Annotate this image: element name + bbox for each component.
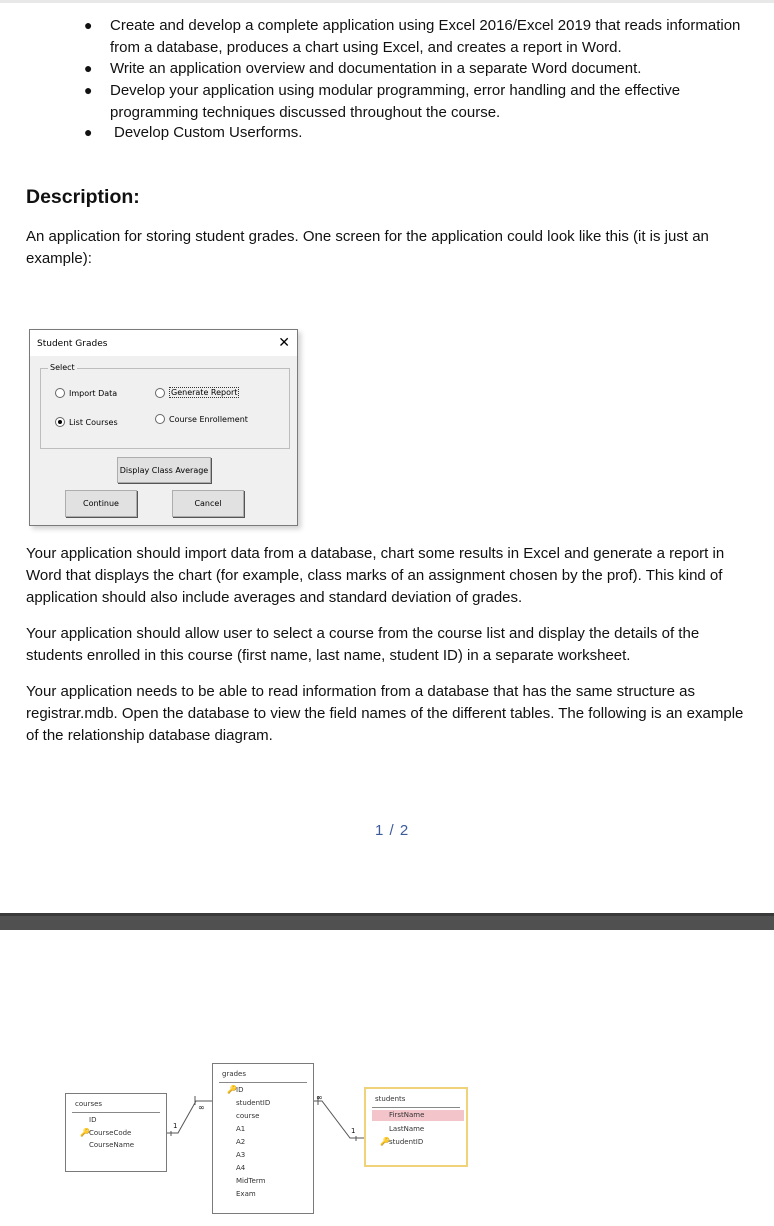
table-divider	[72, 1112, 160, 1113]
cardinality-one: 1	[351, 1127, 356, 1135]
section-heading: Description:	[26, 186, 140, 208]
dialog-title-bar	[30, 330, 297, 356]
table-field: 🔑 ID	[227, 1085, 244, 1094]
relationship-lines	[0, 930, 774, 1226]
continue-button[interactable]: Continue	[65, 490, 137, 517]
page-separator-edge	[0, 913, 774, 916]
table-field: 🔑 CourseCode	[80, 1128, 132, 1137]
table-field: A2	[236, 1138, 246, 1146]
option-label: List Courses	[69, 417, 118, 427]
table-divider	[219, 1082, 307, 1083]
intro-paragraph: An application for storing student grades. One screen for the application could look like this (it is just an example):	[26, 228, 709, 267]
table-field: Exam	[236, 1190, 256, 1198]
radio-icon	[155, 388, 165, 398]
grades-table	[212, 1063, 314, 1214]
page-indicator: 1 / 2	[375, 822, 410, 839]
bullet-dot: ●	[84, 60, 93, 76]
list-courses-option[interactable]	[55, 417, 118, 427]
table-field: 🔑 studentID	[380, 1137, 424, 1146]
document-page-2	[0, 930, 774, 1226]
paragraph-database: Your application needs to be able to read information from a database that has the same structure as registrar.mdb. Open the database to view the field names of the different tables. The following is an example of the relationship database diagram.	[26, 683, 744, 744]
courses-table	[65, 1093, 167, 1172]
table-field: MidTerm	[236, 1177, 266, 1185]
select-group	[40, 363, 290, 449]
paragraph-select-course: Your application should allow user to select a course from the course list and display the details of the students enrolled in this course (first name, last name, student ID) in a separate worksheet.	[26, 625, 700, 664]
bullet-dot: ●	[84, 124, 93, 140]
table-field: course	[236, 1112, 260, 1120]
student-grades-dialog	[29, 329, 298, 526]
table-field: A3	[236, 1151, 246, 1159]
table-field: studentID	[236, 1099, 271, 1107]
table-name: grades	[222, 1070, 247, 1078]
generate-report-option[interactable]	[155, 387, 239, 398]
table-name: courses	[75, 1100, 103, 1108]
cardinality-one: 1	[173, 1122, 178, 1130]
dialog-title: Student Grades	[37, 339, 108, 349]
cardinality-many: ∞	[198, 1103, 205, 1112]
radio-icon	[155, 414, 165, 424]
key-icon: 🔑	[380, 1137, 390, 1146]
bullet-text: Develop Custom Userforms.	[114, 124, 303, 141]
table-field: CourseName	[89, 1141, 135, 1149]
group-label: Select	[50, 363, 75, 372]
option-label: Generate Report	[171, 388, 238, 397]
bullet-text: Create and develop a complete application using Excel 2016/Excel 2019 that reads information from a database, produces a chart using Excel, and creates a report in Word.	[110, 17, 741, 56]
cancel-button[interactable]: Cancel	[172, 490, 244, 517]
table-field: ID	[89, 1116, 97, 1124]
table-field: A4	[236, 1164, 246, 1172]
table-divider	[372, 1107, 460, 1108]
bullet-dot: ●	[84, 82, 93, 98]
bullet-text: Develop your application using modular programming, error handling and the effective programming techniques discussed throughout the course.	[110, 82, 681, 121]
bullet-dot: ●	[84, 17, 93, 33]
course-enrollment-option[interactable]	[155, 414, 248, 424]
close-icon[interactable]: ✕	[278, 335, 290, 351]
table-name: students	[375, 1095, 406, 1103]
students-table	[364, 1087, 468, 1167]
cardinality-many: ∞	[316, 1093, 323, 1102]
table-field: A1	[236, 1125, 246, 1133]
radio-selected-icon	[55, 417, 65, 427]
radio-icon	[55, 388, 65, 398]
key-icon: 🔑	[80, 1128, 90, 1137]
option-label: Import Data	[69, 388, 118, 398]
key-icon: 🔑	[227, 1085, 237, 1094]
paragraph-import: Your application should import data from a database, chart some results in Excel and generate a report in Word that displays the chart (for example, class marks of an assignment chosen by the prof). This kind of application should also include averages and standard deviation of grades.	[26, 545, 725, 606]
grades-students-link	[312, 1101, 364, 1138]
page-top-edge	[0, 0, 774, 3]
bullet-text: Write an application overview and documentation in a separate Word document.	[110, 60, 642, 77]
table-field: LastName	[389, 1125, 425, 1133]
table-field: FirstName	[389, 1111, 425, 1119]
option-label: Course Enrollement	[169, 414, 248, 424]
import-data-option[interactable]	[55, 388, 117, 398]
display-class-average-button[interactable]: Display Class Average	[117, 457, 211, 483]
